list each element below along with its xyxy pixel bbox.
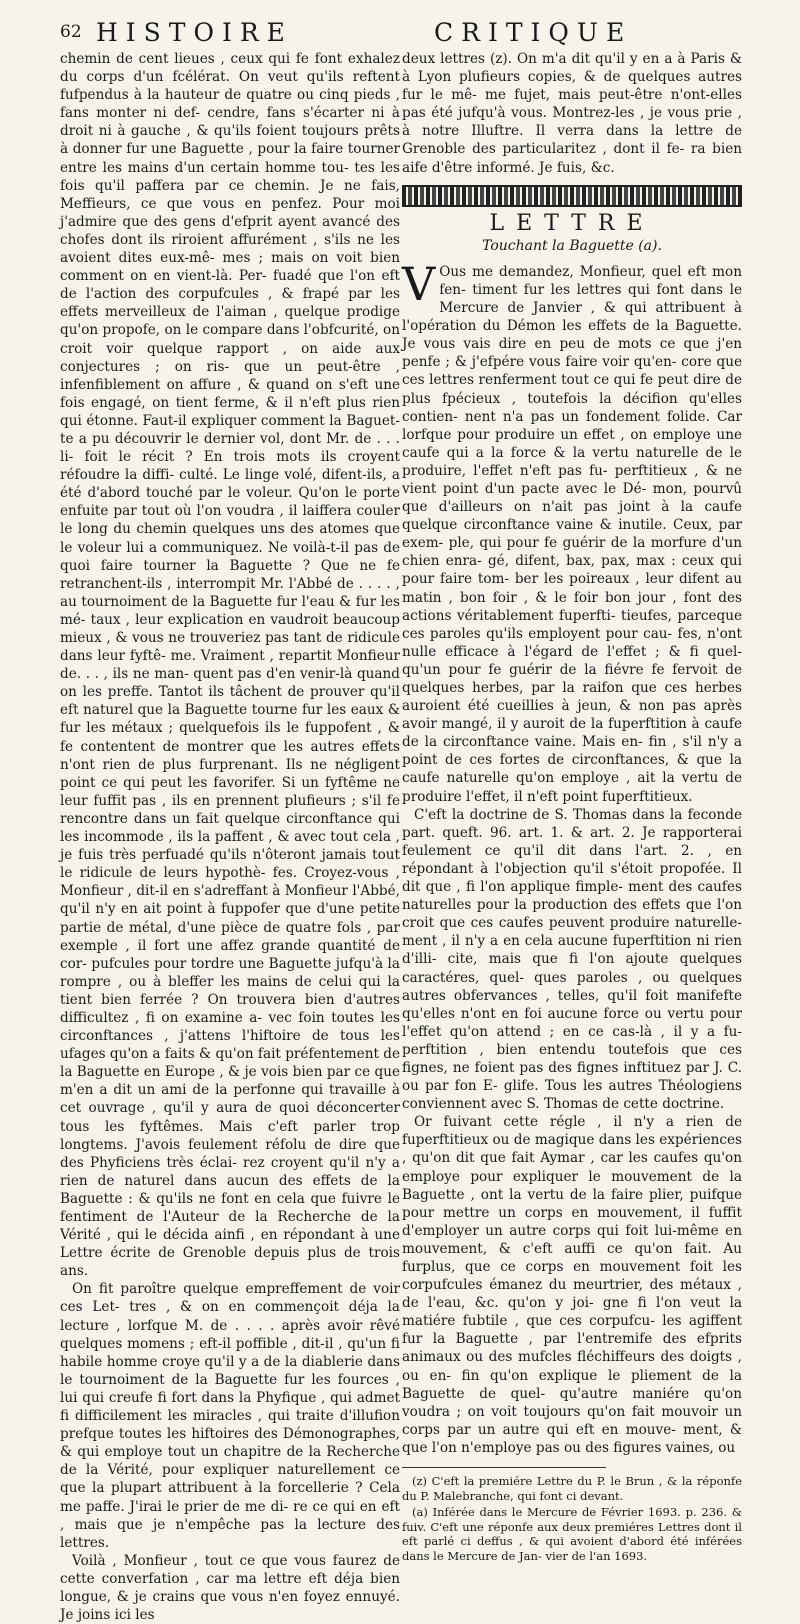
header-word-left: HISTOIRE — [96, 18, 293, 47]
paragraph: On fit paroître quelque empreffement de voir ces Let- tres , & on en commençoit déja la lecture , lorfque M. de . . . . après avoir rêvé quelques momens ; eft-il poffible , dit-il , qu'un fi habile homme croye qu'il y a de la diablerie dans le tournoiment de la Baguette fur les fources , lui qui creufe fi fort dans la Phyfique , qui admet fi difficilement les miracles , qui traite d'illufion prefque toutes les hiftoires des Démonographes, & qui employe tout un chapitre de la Recherche de la Vérité, pour expliquer naturellement ce que la plupart attribuent à la forcellerie ? Cela me paffe. J'irai le prier de me di- re ce qui en eft , mais que je n'empêche pas la lecture des lettres. — [60, 1281, 400, 1551]
decorative-band — [402, 185, 742, 207]
paragraph — [402, 256, 742, 806]
paragraph: C'eft la doctrine de S. Thomas dans la feconde part. queft. 96. art. 1. & art. 2. Je rapporterai feulement ce qu'il dit dans l'art. 2. , en répondant à l'objection qu'il s'étoit propofée. Il dit que , fi l'on applique fimple- ment des caufes naturelles pour la production des effets que l'on croit que ces caufes peuvent produire naturelle- ment , il n'y a en cela aucune fuperftition ni rien d'illi- cite, mais que fi l'on ajoute quelques caractéres, quel- ques paroles , ou quelques autres obfervances , telles, qu'il foit manifefte qu'elles n'ont en foi aucune force ou vertu pour l'effet qu'on attend ; en ce cas-là , il y a fu- perftition , bien entendu toutefois que ces fignes, ne foient pas des fignes inftituez par J. C. ou par fon E- glife. Tous les autres Théologiens conviennent avec S. Thomas de cette doctrine. — [402, 806, 742, 1113]
letter-subtitle: Touchant la Baguette (a). — [482, 237, 662, 254]
footnote-rule — [402, 1467, 606, 1468]
letter-heading: LETTRE — [489, 210, 655, 236]
right-column — [402, 50, 742, 1565]
footnote: (z) C'eft la premiére Lettre du P. le Brun , & la réponfe du P. Malebranche, qui font ci devant. — [402, 1474, 742, 1503]
page-number: 62 — [60, 22, 82, 42]
header-word-right: CRITIQUE — [434, 18, 633, 47]
footnote: (a) Inférée dans le Mercure de Février 1693. p. 236. & fuiv. C'eft une réponfe aux deux premiéres Lettres dont il eft parlé ci deffus , & qui avoient d'abord été inférées dans le Mercure de Jan- vier de l'an 1693. — [402, 1505, 742, 1563]
footnotes — [402, 1474, 742, 1563]
paragraph: Voilà , Monfieur , tout ce que vous faurez de cette converfation , car ma lettre eft déja bien longue, & je crains que vous n'en foyez ennuyé. Je joins ici les — [60, 1552, 400, 1624]
running-header — [60, 18, 760, 48]
paragraph: deux lettres (z). On m'a dit qu'il y en a à Paris & à Lyon plufieurs copies, & de quelques autres fur le mê- me fujet, mais peut-être n'ont-elles pas été jufqu'à vous. Montrez-les , je vous prie , à notre Illuftre. Il verra dans la lettre de Grenoble des particularitez , dont il fe- ra bien aife d'être informé. Je fuis, &c. — [402, 51, 742, 176]
paragraph-text: Ous me demandez, Monfieur, quel eft mon fen- timent fur les lettres qui font dans le Mercure de Janvier , & qui attribuent à l'opération du Démon les effets de la Baguette. Je vous vais dire en peu de mots ce que j'en penfe ; & j'efpére vous faire voir qu'en- core que ces lettres renferment tout ce qui fe peut dire de plus fpécieux , toutefois la décifion qu'elles contien- nent n'a pas un fondement folide. Car lorfque pour produire un effet , on employe une caufe qui a la force & la vertu naturelle de le produire, l'effet n'eft pas fu- perftitieux , & ne vient point d'un pacte avec le Dé- mon, pourvû que d'ailleurs on n'ait pas joint à la caufe quelque circonftance vaine & inutile. Ceux, par exem- ple, qui pour fe guérir de la morfure d'un chien enra- gé, difent, bax, pax, max : ceux qui pour faire tom- ber les poireaux , leur difent au matin , bon foir , & le foir bon jour , font des actions véritablement fuperfti- tieufes, parceque ces paroles qu'ils employent pour cau- fes, n'ont nulle efficace à l'égard de l'effet ; & fi quel- qu'un pour fe guérir de la fiévre fe fervoit de quelques herbes, par la raifon que ces herbes auroient été cueillies à jeun, & non pas après avoir mangé, il y auroit de la fuperftition à caufe de la circonftance vaine. Mais en- fin , s'il n'y a point de ces fortes de circonftances, & que la caufe naturelle qu'on employe , ait la vertu de produire l'effet, il n'eft point fuperftitieux. — [402, 263, 742, 805]
paragraph: chemin de cent lieues , ceux qui fe font exhalez du corps d'un fcélérat. On veut qu'ils reftent fufpendus à la hauteur de quatre ou cinq pieds , fans monter ni def- cendre, fans s'écarter ni à droit ni à gauche , & qu'ils foient toujours prêts à donner fur une Baguette , pour la faire tourner entre les mains d'un certain homme tou- tes les fois qu'il paffera par ce chemin. Je ne fais, Meffieurs, ce que vous en penfez. Pour moi j'admire que des gens d'efprit ayent avancé des chofes dont ils riroient affurément , s'ils ne les avoient dites eux-mê- mes ; mais on voit bien comment on en vient-là. Per- fuadé que l'on eft de l'action des corpufcules , & frapé par les effets merveilleux de l'aiman , quelque prodige qu'on propofe, on le compare dans l'obfcurité, on croit voir quelque rapport , on aide aux conjectures ; on ris- que un peut-être , infenfiblement on affure , & quand on s'eft une fois engagé, on tient ferme, & il n'eft plus rien qui étonne. Faut-il expliquer comment la Baguet- te a pu découvrir le dernier vol, dont Mr. de . . . li- foit le récit ? En trois mots ils croyent réfoudre la diffi- culté. Le linge volé, difent-ils, a été d'abord touché par le voleur. Qu'on le porte enfuite par tout où l'on voudra , il laiffera couler le long du chemin quelques uns des atomes que le voleur lui a communiquez. Ne voilà-t-il pas de quoi faire tourner la Baguette ? Que ne fe retranchent-ils , interrompit Mr. l'Abbé de . . . . , au tournoiment de la Baguette fur l'eau & fur les mé- taux , leur explication en vaudroit beaucoup mieux , & vous ne trouveriez pas tant de ridicule dans leur fyftê- me. Vraiment , repartit Monfieur de. . . , ils ne man- quent pas d'en venir-là quand on les preffe. Tantot ils tâchent de prouver qu'il eft naturel que la Baguette tourne fur les eaux & fur les métaux ; quelquefois ils le fuppofent , & fe contentent de montrer que les autres effets n'ont rien de plus furprenant. Ils ne négligent point ce qui peut les favorifer. Si un fyftême ne leur fuffit pas , ils en prennent plufieurs ; s'il fe rencontre dans un fait quelque circonftance qui les incommode , ils la paffent , & avec tout cela , je fuis très perfuadé qu'ils n'ôteront jamais tout le ridicule de leurs hypothè- fes. Croyez-vous , Monfieur , dit-il en s'adreffant à Monfieur l'Abbé, qu'il n'y en ait point à fuppofer que d'une petite partie de métal, d'une pièce de quatre fols , par exemple , il fort une affez grande quantité de cor- pufcules pour tordre une Baguette jufqu'à la rompre , ou à bleffer les mains de celui qui la tient bien ferrée ? On trouvera bien d'autres difficultez , fi on examine a- vec foin toutes les circonftances , j'attens l'hiftoire de tous les ufages qu'on a faits & qu'on fait préfentement de la Baguette en Europe , & je vois bien par ce que m'en a dit un ami de la perfonne qui travaille à cet ouvrage , qu'il y aura de quoi déconcerter tous les fyftêmes. Mais c'eft parler trop longtems. J'avois feulement réfolu de dire que des Phyficiens très éclai- rez croyent qu'il n'y a rien de naturel dans aucun des effets de la Baguette : & qu'ils ne font en cela que fuivre le fentiment de l'Auteur de la Recherche de la Vérité , qui le décida ainfi , en répondant à une Lettre écrite de Grenoble depuis plus de trois ans. — [60, 51, 401, 1280]
paragraph: Or fuivant cette régle , il n'y a rien de fuperftitieux ou de magique dans les expériences , qu'on dit que fait Aymar , car les caufes qu'on employe pour expliquer le mouvement de la Baguette , ont la vertu de la faire plier, puifque pour mettre un corps en mouvement, il fuffit d'employer un autre corps qui foit lui-même en mouvement, & c'eft auffi ce qu'on fait. Au furplus, que ce corps en mouvement foit les corpufcules émanez du meurtrier, des métaux , de l'eau, &c. qu'on y joi- gne fi l'on veut la matiére fubtile , que ces corpufcu- les agiffent fur la Baguette , par l'entremife des efprits animaux ou des mufcles fléchiffeurs des doigts , ou en- fin qu'on explique le pliement de la Baguette de quel- qu'autre maniére qu'on voudra ; on voit toujours qu'on fait mouvoir un corps par un autre qui eft en mouve- ment, & que l'on n'employe pas ou des figures vaines, ou — [402, 1114, 742, 1456]
left-column — [60, 50, 400, 1624]
drop-cap: V — [402, 256, 436, 311]
